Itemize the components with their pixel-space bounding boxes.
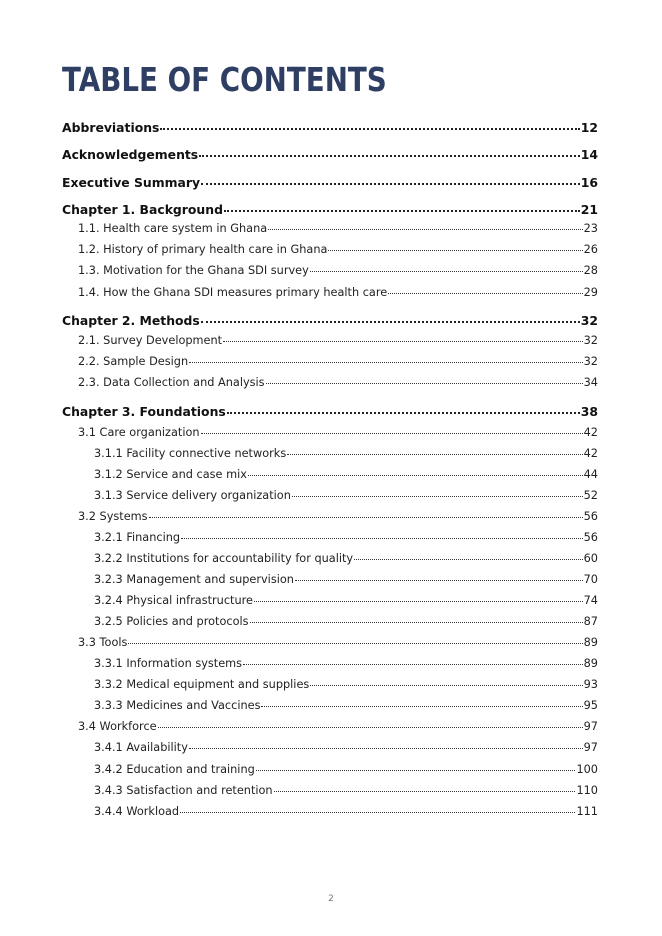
toc-entry-label: 1.1. Health care system in Ghana [78,222,268,235]
toc-entry-page: 42 [583,447,598,460]
toc-entry[interactable] [94,468,598,485]
toc-entry-label: Chapter 2. Methods [62,313,200,328]
toc-entry[interactable] [94,784,598,801]
dot-leader [180,812,575,813]
dot-leader [274,791,576,792]
toc-entry[interactable] [94,531,598,548]
toc-entry-page: 89 [583,636,598,649]
dot-leader [292,496,583,497]
toc-entry-label: Abbreviations [62,120,160,135]
toc-entry-page: 32 [583,334,598,347]
toc-entry-heading[interactable] [62,404,598,421]
toc-entry-label: 3.4.4 Workload [94,805,180,818]
dot-leader [256,770,576,771]
toc-entry-label: 3.4.2 Education and training [94,763,255,776]
toc-entry-heading[interactable] [62,175,598,192]
toc-entry-label: 3.2.3 Management and supervision [94,573,294,586]
toc-entry-label: 2.3. Data Collection and Analysis [78,376,265,389]
toc-entry-page: 34 [583,376,598,389]
toc-entry-label: 3.1.2 Service and case mix [94,468,247,481]
toc-entry[interactable] [94,699,598,716]
toc-entry-page: 26 [583,243,598,256]
toc-entry[interactable] [78,376,598,393]
dot-leader [201,433,583,434]
toc-entry[interactable] [94,573,598,590]
dot-leader [189,748,583,749]
toc-entry-page: 74 [583,594,598,607]
toc-entry-label: Chapter 3. Foundations [62,404,226,419]
toc-entry[interactable] [94,447,598,464]
dot-leader [328,250,582,251]
toc-entry-page: 97 [583,720,598,733]
toc-entry[interactable] [94,594,598,611]
toc-entry-label: Acknowledgements [62,147,199,162]
toc-entry-page: 14 [580,147,598,162]
dot-leader [160,128,579,130]
toc-entry-page: 42 [583,426,598,439]
toc-entry-page: 95 [583,699,598,712]
toc-entry[interactable] [78,243,598,260]
toc-entry[interactable] [94,489,598,506]
toc-entry-page: 28 [583,264,598,277]
toc-entry-label: 3.3.2 Medical equipment and supplies [94,678,310,691]
toc-entry-page: 32 [583,355,598,368]
toc-entry-label: 3.1 Care organization [78,426,200,439]
toc-entry-label: 1.3. Motivation for the Ghana SDI survey [78,264,309,277]
toc-entry-heading[interactable] [62,120,598,137]
toc-entry-label: Executive Summary [62,175,201,190]
toc-entry-label: Chapter 1. Background [62,202,223,217]
dot-leader [254,601,583,602]
dot-leader [158,727,583,728]
toc-entry-page: 29 [583,286,598,299]
toc-entry-page: 56 [583,510,598,523]
toc-entry[interactable] [78,334,598,351]
toc-entry-page: 23 [583,222,598,235]
dot-leader [199,155,580,157]
toc-entry-label: 3.2.5 Policies and protocols [94,615,249,628]
toc-entry-label: 3.2.1 Financing [94,531,181,544]
toc-entry-label: 3.1.3 Service delivery organization [94,489,291,502]
dot-leader [268,229,582,230]
toc-entry[interactable] [94,615,598,632]
toc-entry-label: 3.2.2 Institutions for accountability for quality [94,552,354,565]
toc-entry-page: 21 [580,202,598,217]
toc-entry[interactable] [78,264,598,281]
toc-entry-label: 1.2. History of primary health care in Ghana [78,243,328,256]
toc-entry-page: 32 [580,313,598,328]
dot-leader [248,475,583,476]
toc-entry-heading[interactable] [62,313,598,330]
toc-entry-label: 3.3.3 Medicines and Vaccines [94,699,261,712]
dot-leader [310,271,583,272]
toc-entry-label: 3.3 Tools [78,636,128,649]
dot-leader [149,517,583,518]
dot-leader [250,622,583,623]
dot-leader [227,412,580,414]
toc-entry[interactable] [78,355,598,372]
toc-entry-label: 1.4. How the Ghana SDI measures primary health care [78,286,388,299]
toc-entry[interactable] [78,286,598,303]
toc-entry-page: 110 [576,784,598,797]
toc-entry-label: 3.2.4 Physical infrastructure [94,594,253,607]
toc-entry-page: 12 [580,120,598,135]
toc-entry-page: 60 [583,552,598,565]
dot-leader [224,210,580,212]
page-number: 2 [328,894,334,904]
dot-leader [181,538,583,539]
toc-entry-page: 52 [583,489,598,502]
toc-entry[interactable] [94,657,598,674]
toc-entry[interactable] [78,510,598,527]
toc-entry-page: 97 [583,741,598,754]
toc-entry-label: 3.4.3 Satisfaction and retention [94,784,273,797]
toc-entry-page: 70 [583,573,598,586]
toc-entry-page: 100 [576,763,598,776]
dot-leader [287,454,582,455]
toc-entry[interactable] [94,741,598,758]
dot-leader [189,362,583,363]
toc-entry-heading[interactable] [62,202,598,219]
toc-entry[interactable] [78,222,598,239]
toc-entry-page: 44 [583,468,598,481]
toc-entry-page: 111 [576,805,598,818]
table-of-contents [62,0,598,936]
toc-entry-label: 3.1.1 Facility connective networks [94,447,287,460]
dot-leader [295,580,583,581]
dot-leader [261,706,582,707]
dot-leader [388,293,582,294]
dot-leader [223,341,583,342]
dot-leader [201,183,580,185]
toc-entry[interactable] [94,678,598,695]
toc-entry-label: 3.2 Systems [78,510,148,523]
toc-entry-label: 2.1. Survey Development [78,334,223,347]
toc-entry-page: 16 [580,175,598,190]
toc-entry-label: 3.3.1 Information systems [94,657,243,670]
page-title: TABLE OF CONTENTS [62,60,387,99]
toc-entry-label: 3.4.1 Availability [94,741,188,754]
dot-leader [201,321,580,323]
toc-entry-label: 3.4 Workforce [78,720,157,733]
toc-entry-page: 89 [583,657,598,670]
toc-entry-heading[interactable] [62,147,598,164]
dot-leader [128,643,582,644]
toc-entry-label: 2.2. Sample Design [78,355,189,368]
toc-entry[interactable] [94,763,598,780]
toc-entry-page: 38 [580,404,598,419]
dot-leader [354,559,583,560]
dot-leader [243,664,583,665]
dot-leader [310,685,582,686]
dot-leader [266,383,583,384]
toc-entry[interactable] [94,805,598,822]
toc-entry[interactable] [78,636,598,653]
toc-entry-page: 87 [583,615,598,628]
toc-entry[interactable] [94,552,598,569]
toc-entry-page: 56 [583,531,598,544]
toc-entry[interactable] [78,720,598,737]
toc-entry-page: 93 [583,678,598,691]
toc-entry[interactable] [78,426,598,443]
